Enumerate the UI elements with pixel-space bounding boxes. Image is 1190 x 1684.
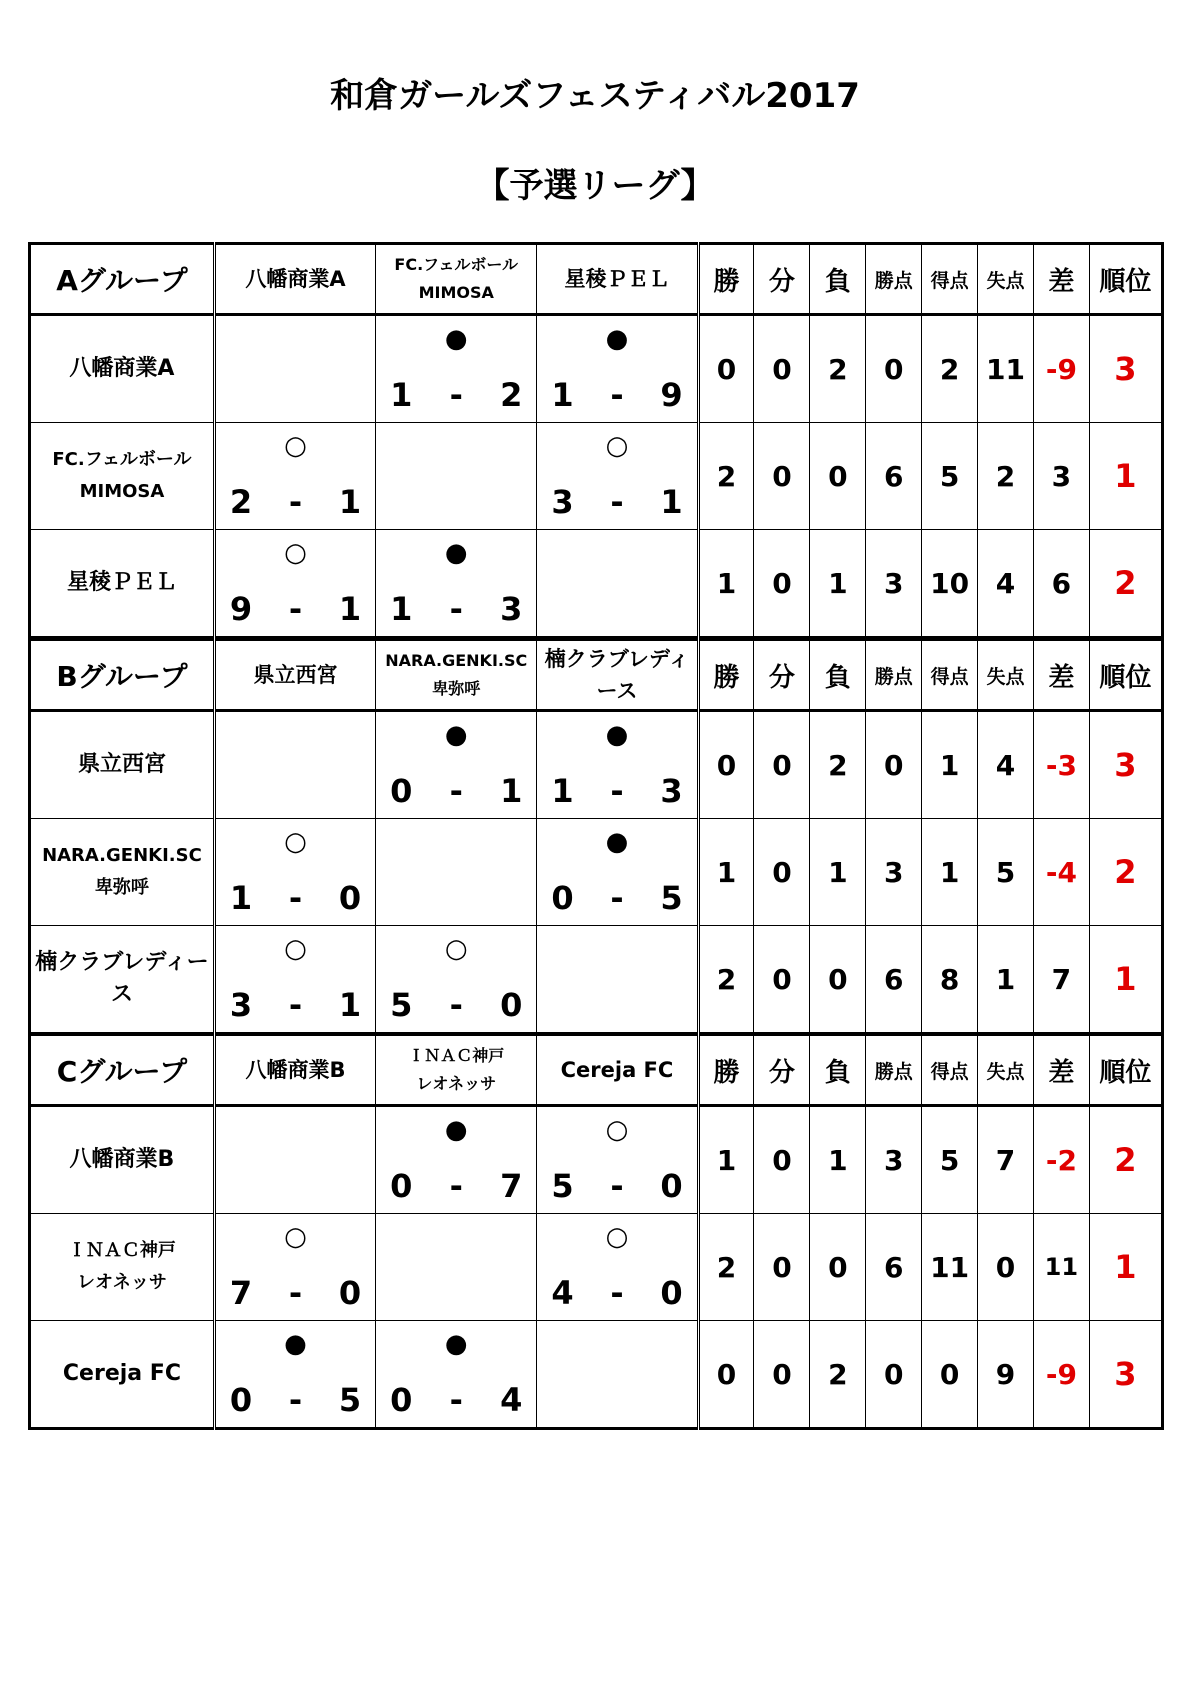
group-name: Bグループ: [56, 660, 188, 693]
score-against: 7: [500, 1167, 523, 1205]
score-for: 5: [551, 1167, 574, 1205]
draws-value: 0: [754, 1321, 810, 1429]
loss-mark-icon: ●: [284, 1329, 307, 1359]
goal-diff-value: 6: [1033, 530, 1089, 638]
wins-value: 1: [698, 530, 754, 638]
team-name-cell: [30, 711, 215, 819]
table-row: [30, 1214, 1163, 1321]
self-match-cell: [537, 530, 698, 638]
stat-header: 差: [1033, 640, 1089, 711]
points-value: 0: [866, 711, 922, 819]
table-row: [30, 315, 1163, 423]
score-for: 0: [229, 1381, 253, 1419]
wins-value: 0: [698, 315, 754, 423]
score-separator: -: [610, 1167, 624, 1205]
score-for: 1: [229, 879, 253, 917]
stat-header: 勝: [698, 244, 754, 315]
loss-mark-icon: ●: [605, 324, 629, 354]
rank-value: 1: [1089, 423, 1162, 530]
page-subtitle: 【予選リーグ】: [475, 166, 715, 206]
losses-value: 0: [810, 1214, 866, 1321]
self-match-cell: [214, 711, 375, 819]
goals-against-value: 7: [978, 1106, 1034, 1214]
losses-value: 2: [810, 315, 866, 423]
self-match-cell: [537, 926, 698, 1034]
match-result-cell: [376, 530, 537, 638]
header-team-name: NARA.GENKI.SC: [385, 651, 528, 670]
group-name-cell: [30, 244, 215, 315]
header-team-cell: [537, 640, 698, 711]
team-name-cell: [30, 819, 215, 926]
header-team-cell: [214, 640, 375, 711]
match-result-cell: [376, 926, 537, 1034]
table-row: [30, 819, 1163, 926]
header-team-name: ＩＮＡＣ神戸: [408, 1046, 505, 1065]
match-result-cell: [214, 530, 375, 638]
match-score: [376, 1381, 536, 1419]
stat-header: 失点: [978, 244, 1034, 315]
header-team-name: FC.フェルボール: [394, 255, 519, 274]
score-for: 0: [390, 772, 413, 810]
score-for: 0: [390, 1381, 413, 1419]
header-team-name: 楠クラブレディース: [544, 647, 690, 703]
match-score: [216, 590, 375, 628]
losses-value: 0: [810, 423, 866, 530]
score-against: 0: [338, 1274, 362, 1312]
score-for: 9: [229, 590, 253, 628]
score-against: 2: [500, 376, 523, 414]
header-team-name-line2: MIMOSA: [418, 283, 494, 302]
match-score: [216, 483, 375, 521]
score-separator: -: [610, 772, 624, 810]
score-for: 2: [229, 483, 253, 521]
stat-header: 分: [754, 244, 810, 315]
match-result-cell: [537, 423, 698, 530]
points-value: 0: [866, 1321, 922, 1429]
rank-value: 3: [1089, 1321, 1162, 1429]
score-separator: -: [288, 590, 303, 628]
team-name: 県立西宮: [77, 752, 166, 777]
group-header-row: [30, 640, 1163, 711]
score-for: 5: [390, 986, 413, 1024]
score-against: 3: [500, 590, 523, 628]
match-score: [216, 1274, 375, 1312]
goal-diff-value: 3: [1033, 423, 1089, 530]
header-team-name-line2: 卑弥呼: [432, 679, 481, 698]
rank-value: 3: [1089, 315, 1162, 423]
group-table: [28, 242, 1164, 639]
score-for: 1: [390, 590, 413, 628]
score-against: 1: [338, 590, 362, 628]
match-score: [376, 590, 536, 628]
team-name: 楠クラブレディース: [35, 950, 209, 1007]
match-result-cell: [537, 315, 698, 423]
stat-header: 負: [810, 244, 866, 315]
self-match-cell: [214, 1106, 375, 1214]
group-name: Aグループ: [56, 264, 188, 297]
team-name-cell: [30, 926, 215, 1034]
points-value: 6: [866, 926, 922, 1034]
score-against: 0: [338, 879, 362, 917]
goal-diff-value: -2: [1033, 1106, 1089, 1214]
losses-value: 2: [810, 1321, 866, 1429]
goals-for-value: 8: [922, 926, 978, 1034]
group-header-row: [30, 1035, 1163, 1106]
score-separator: -: [610, 1274, 624, 1312]
score-against: 4: [500, 1381, 523, 1419]
score-for: 3: [229, 986, 253, 1024]
goals-for-value: 10: [922, 530, 978, 638]
header-team-name: 星稜ＰＥＬ: [564, 267, 670, 291]
self-match-cell: [537, 1321, 698, 1429]
group-header-row: [30, 244, 1163, 315]
score-against: 9: [660, 376, 683, 414]
win-mark-icon: ○: [605, 431, 629, 461]
score-separator: -: [288, 1274, 303, 1312]
draws-value: 0: [754, 315, 810, 423]
match-result-cell: [537, 711, 698, 819]
points-value: 6: [866, 1214, 922, 1321]
points-value: 3: [866, 1106, 922, 1214]
score-against: 0: [660, 1167, 683, 1205]
draws-value: 0: [754, 926, 810, 1034]
team-name: 八幡商業A: [69, 356, 175, 381]
rank-value: 2: [1089, 1106, 1162, 1214]
stat-header: 勝点: [866, 1035, 922, 1106]
table-row: [30, 926, 1163, 1034]
stat-header: 得点: [922, 244, 978, 315]
goals-for-value: 5: [922, 1106, 978, 1214]
rank-value: 2: [1089, 819, 1162, 926]
points-value: 6: [866, 423, 922, 530]
group-table: [28, 638, 1164, 1035]
stat-header: 順位: [1089, 640, 1162, 711]
win-mark-icon: ○: [444, 934, 468, 964]
rank-value: 3: [1089, 711, 1162, 819]
header-team-cell: [214, 1035, 375, 1106]
wins-value: 1: [698, 1106, 754, 1214]
loss-mark-icon: ●: [605, 827, 629, 857]
goal-diff-value: 11: [1033, 1214, 1089, 1321]
team-name-cell: [30, 1214, 215, 1321]
team-name-cell: [30, 423, 215, 530]
goals-for-value: 11: [922, 1214, 978, 1321]
goals-against-value: 9: [978, 1321, 1034, 1429]
team-name-cell: [30, 1106, 215, 1214]
score-separator: -: [449, 1381, 463, 1419]
group-table: [28, 1033, 1164, 1430]
stat-header: 差: [1033, 244, 1089, 315]
match-score: [376, 772, 536, 810]
loss-mark-icon: ●: [444, 1115, 468, 1145]
score-against: 0: [660, 1274, 683, 1312]
team-name: ＩＮＡＣ神戸: [67, 1240, 176, 1261]
stat-header: 分: [754, 1035, 810, 1106]
match-score: [216, 986, 375, 1024]
rank-value: 2: [1089, 530, 1162, 638]
win-mark-icon: ○: [284, 538, 307, 568]
header-team-name: 県立西宮: [253, 663, 338, 687]
wins-value: 2: [698, 926, 754, 1034]
score-for: 7: [229, 1274, 253, 1312]
score-against: 0: [500, 986, 523, 1024]
win-mark-icon: ○: [605, 1222, 629, 1252]
header-team-cell: [537, 244, 698, 315]
match-score: [537, 376, 696, 414]
wins-value: 0: [698, 711, 754, 819]
group-name: Cグループ: [56, 1055, 188, 1088]
goal-diff-value: -3: [1033, 711, 1089, 819]
score-against: 1: [500, 772, 523, 810]
score-against: 3: [660, 772, 683, 810]
self-match-cell: [376, 819, 537, 926]
match-result-cell: [376, 1106, 537, 1214]
loss-mark-icon: ●: [444, 324, 468, 354]
wins-value: 1: [698, 819, 754, 926]
draws-value: 0: [754, 1214, 810, 1321]
score-for: 0: [390, 1167, 413, 1205]
points-value: 0: [866, 315, 922, 423]
stat-header: 負: [810, 1035, 866, 1106]
match-result-cell: [214, 1321, 375, 1429]
loss-mark-icon: ●: [444, 538, 468, 568]
losses-value: 1: [810, 1106, 866, 1214]
team-name: 八幡商業B: [69, 1147, 175, 1172]
team-name-line2: MIMOSA: [79, 481, 165, 502]
match-result-cell: [214, 819, 375, 926]
win-mark-icon: ○: [284, 1222, 307, 1252]
goals-for-value: 5: [922, 423, 978, 530]
losses-value: 1: [810, 530, 866, 638]
match-score: [537, 879, 696, 917]
stat-header: 失点: [978, 1035, 1034, 1106]
goal-diff-value: -9: [1033, 1321, 1089, 1429]
win-mark-icon: ○: [605, 1115, 629, 1145]
self-match-cell: [376, 423, 537, 530]
page-title: 和倉ガールズフェスティバル2017: [330, 76, 860, 116]
score-separator: -: [610, 483, 624, 521]
table-row: [30, 530, 1163, 638]
team-name: 星稜ＰＥＬ: [66, 570, 177, 595]
score-for: 1: [551, 376, 574, 414]
match-score: [376, 1167, 536, 1205]
header-team-name: 八幡商業B: [245, 1058, 346, 1082]
goals-against-value: 4: [978, 530, 1034, 638]
score-for: 4: [551, 1274, 574, 1312]
match-result-cell: [214, 926, 375, 1034]
score-against: 1: [338, 986, 362, 1024]
match-score: [537, 483, 696, 521]
stat-header: 負: [810, 640, 866, 711]
score-separator: -: [288, 483, 303, 521]
score-separator: -: [288, 1381, 303, 1419]
score-separator: -: [449, 590, 463, 628]
header-team-cell: [214, 244, 375, 315]
stat-header: 勝点: [866, 640, 922, 711]
goal-diff-value: -9: [1033, 315, 1089, 423]
score-separator: -: [449, 986, 463, 1024]
score-against: 5: [338, 1381, 362, 1419]
match-score: [376, 986, 536, 1024]
match-result-cell: [537, 1106, 698, 1214]
table-row: [30, 1321, 1163, 1429]
match-score: [537, 1274, 696, 1312]
losses-value: 0: [810, 926, 866, 1034]
self-match-cell: [376, 1214, 537, 1321]
stat-header: 得点: [922, 640, 978, 711]
team-name: FC.フェルボール: [52, 449, 192, 470]
match-result-cell: [214, 423, 375, 530]
table-row: [30, 711, 1163, 819]
goals-for-value: 1: [922, 819, 978, 926]
score-for: 3: [551, 483, 574, 521]
points-value: 3: [866, 819, 922, 926]
score-separator: -: [449, 772, 463, 810]
loss-mark-icon: ●: [444, 1329, 468, 1359]
match-score: [376, 376, 536, 414]
score-separator: -: [288, 986, 303, 1024]
team-name-line2: レオネッサ: [77, 1272, 167, 1293]
goals-against-value: 2: [978, 423, 1034, 530]
score-for: 1: [390, 376, 413, 414]
goals-against-value: 4: [978, 711, 1034, 819]
self-match-cell: [214, 315, 375, 423]
header-team-name: 八幡商業A: [245, 267, 346, 291]
match-result-cell: [376, 315, 537, 423]
match-score: [537, 772, 696, 810]
stat-header: 勝: [698, 1035, 754, 1106]
goals-against-value: 0: [978, 1214, 1034, 1321]
win-mark-icon: ○: [284, 934, 307, 964]
score-against: 1: [338, 483, 362, 521]
stat-header: 順位: [1089, 244, 1162, 315]
goals-against-value: 11: [978, 315, 1034, 423]
stat-header: 分: [754, 640, 810, 711]
score-against: 1: [660, 483, 683, 521]
win-mark-icon: ○: [284, 431, 307, 461]
match-score: [216, 1381, 375, 1419]
points-value: 3: [866, 530, 922, 638]
header-team-cell: [376, 640, 537, 711]
match-score: [216, 879, 375, 917]
team-name-cell: [30, 530, 215, 638]
goals-against-value: 5: [978, 819, 1034, 926]
team-name-cell: [30, 1321, 215, 1429]
header-team-cell: [537, 1035, 698, 1106]
stat-header: 失点: [978, 640, 1034, 711]
team-name: Cereja FC: [62, 1361, 181, 1386]
score-separator: -: [449, 1167, 463, 1205]
team-name: NARA.GENKI.SC: [42, 845, 202, 866]
match-result-cell: [376, 1321, 537, 1429]
team-name-line2: 卑弥呼: [94, 877, 149, 898]
draws-value: 0: [754, 423, 810, 530]
goal-diff-value: 7: [1033, 926, 1089, 1034]
table-row: [30, 423, 1163, 530]
wins-value: 2: [698, 1214, 754, 1321]
match-result-cell: [376, 711, 537, 819]
score-for: 0: [551, 879, 574, 917]
stat-header: 勝: [698, 640, 754, 711]
score-against: 5: [660, 879, 683, 917]
match-result-cell: [214, 1214, 375, 1321]
match-score: [537, 1167, 696, 1205]
group-name-cell: [30, 640, 215, 711]
draws-value: 0: [754, 530, 810, 638]
goal-diff-value: -4: [1033, 819, 1089, 926]
team-name-cell: [30, 315, 215, 423]
score-separator: -: [610, 879, 624, 917]
stat-header: 得点: [922, 1035, 978, 1106]
losses-value: 1: [810, 819, 866, 926]
draws-value: 0: [754, 819, 810, 926]
goals-for-value: 1: [922, 711, 978, 819]
draws-value: 0: [754, 711, 810, 819]
wins-value: 0: [698, 1321, 754, 1429]
losses-value: 2: [810, 711, 866, 819]
score-separator: -: [449, 376, 463, 414]
score-separator: -: [288, 879, 303, 917]
header-team-cell: [376, 244, 537, 315]
loss-mark-icon: ●: [444, 720, 468, 750]
goals-for-value: 0: [922, 1321, 978, 1429]
group-name-cell: [30, 1035, 215, 1106]
goals-for-value: 2: [922, 315, 978, 423]
score-separator: -: [610, 376, 624, 414]
stat-header: 勝点: [866, 244, 922, 315]
header-team-name-line2: レオネッサ: [416, 1074, 497, 1093]
win-mark-icon: ○: [284, 827, 307, 857]
stat-header: 差: [1033, 1035, 1089, 1106]
wins-value: 2: [698, 423, 754, 530]
match-result-cell: [537, 819, 698, 926]
header-team-cell: [376, 1035, 537, 1106]
goals-against-value: 1: [978, 926, 1034, 1034]
loss-mark-icon: ●: [605, 720, 629, 750]
score-for: 1: [551, 772, 574, 810]
match-result-cell: [537, 1214, 698, 1321]
rank-value: 1: [1089, 1214, 1162, 1321]
draws-value: 0: [754, 1106, 810, 1214]
header-team-name: Cereja FC: [560, 1058, 674, 1082]
stat-header: 順位: [1089, 1035, 1162, 1106]
table-row: [30, 1106, 1163, 1214]
rank-value: 1: [1089, 926, 1162, 1034]
